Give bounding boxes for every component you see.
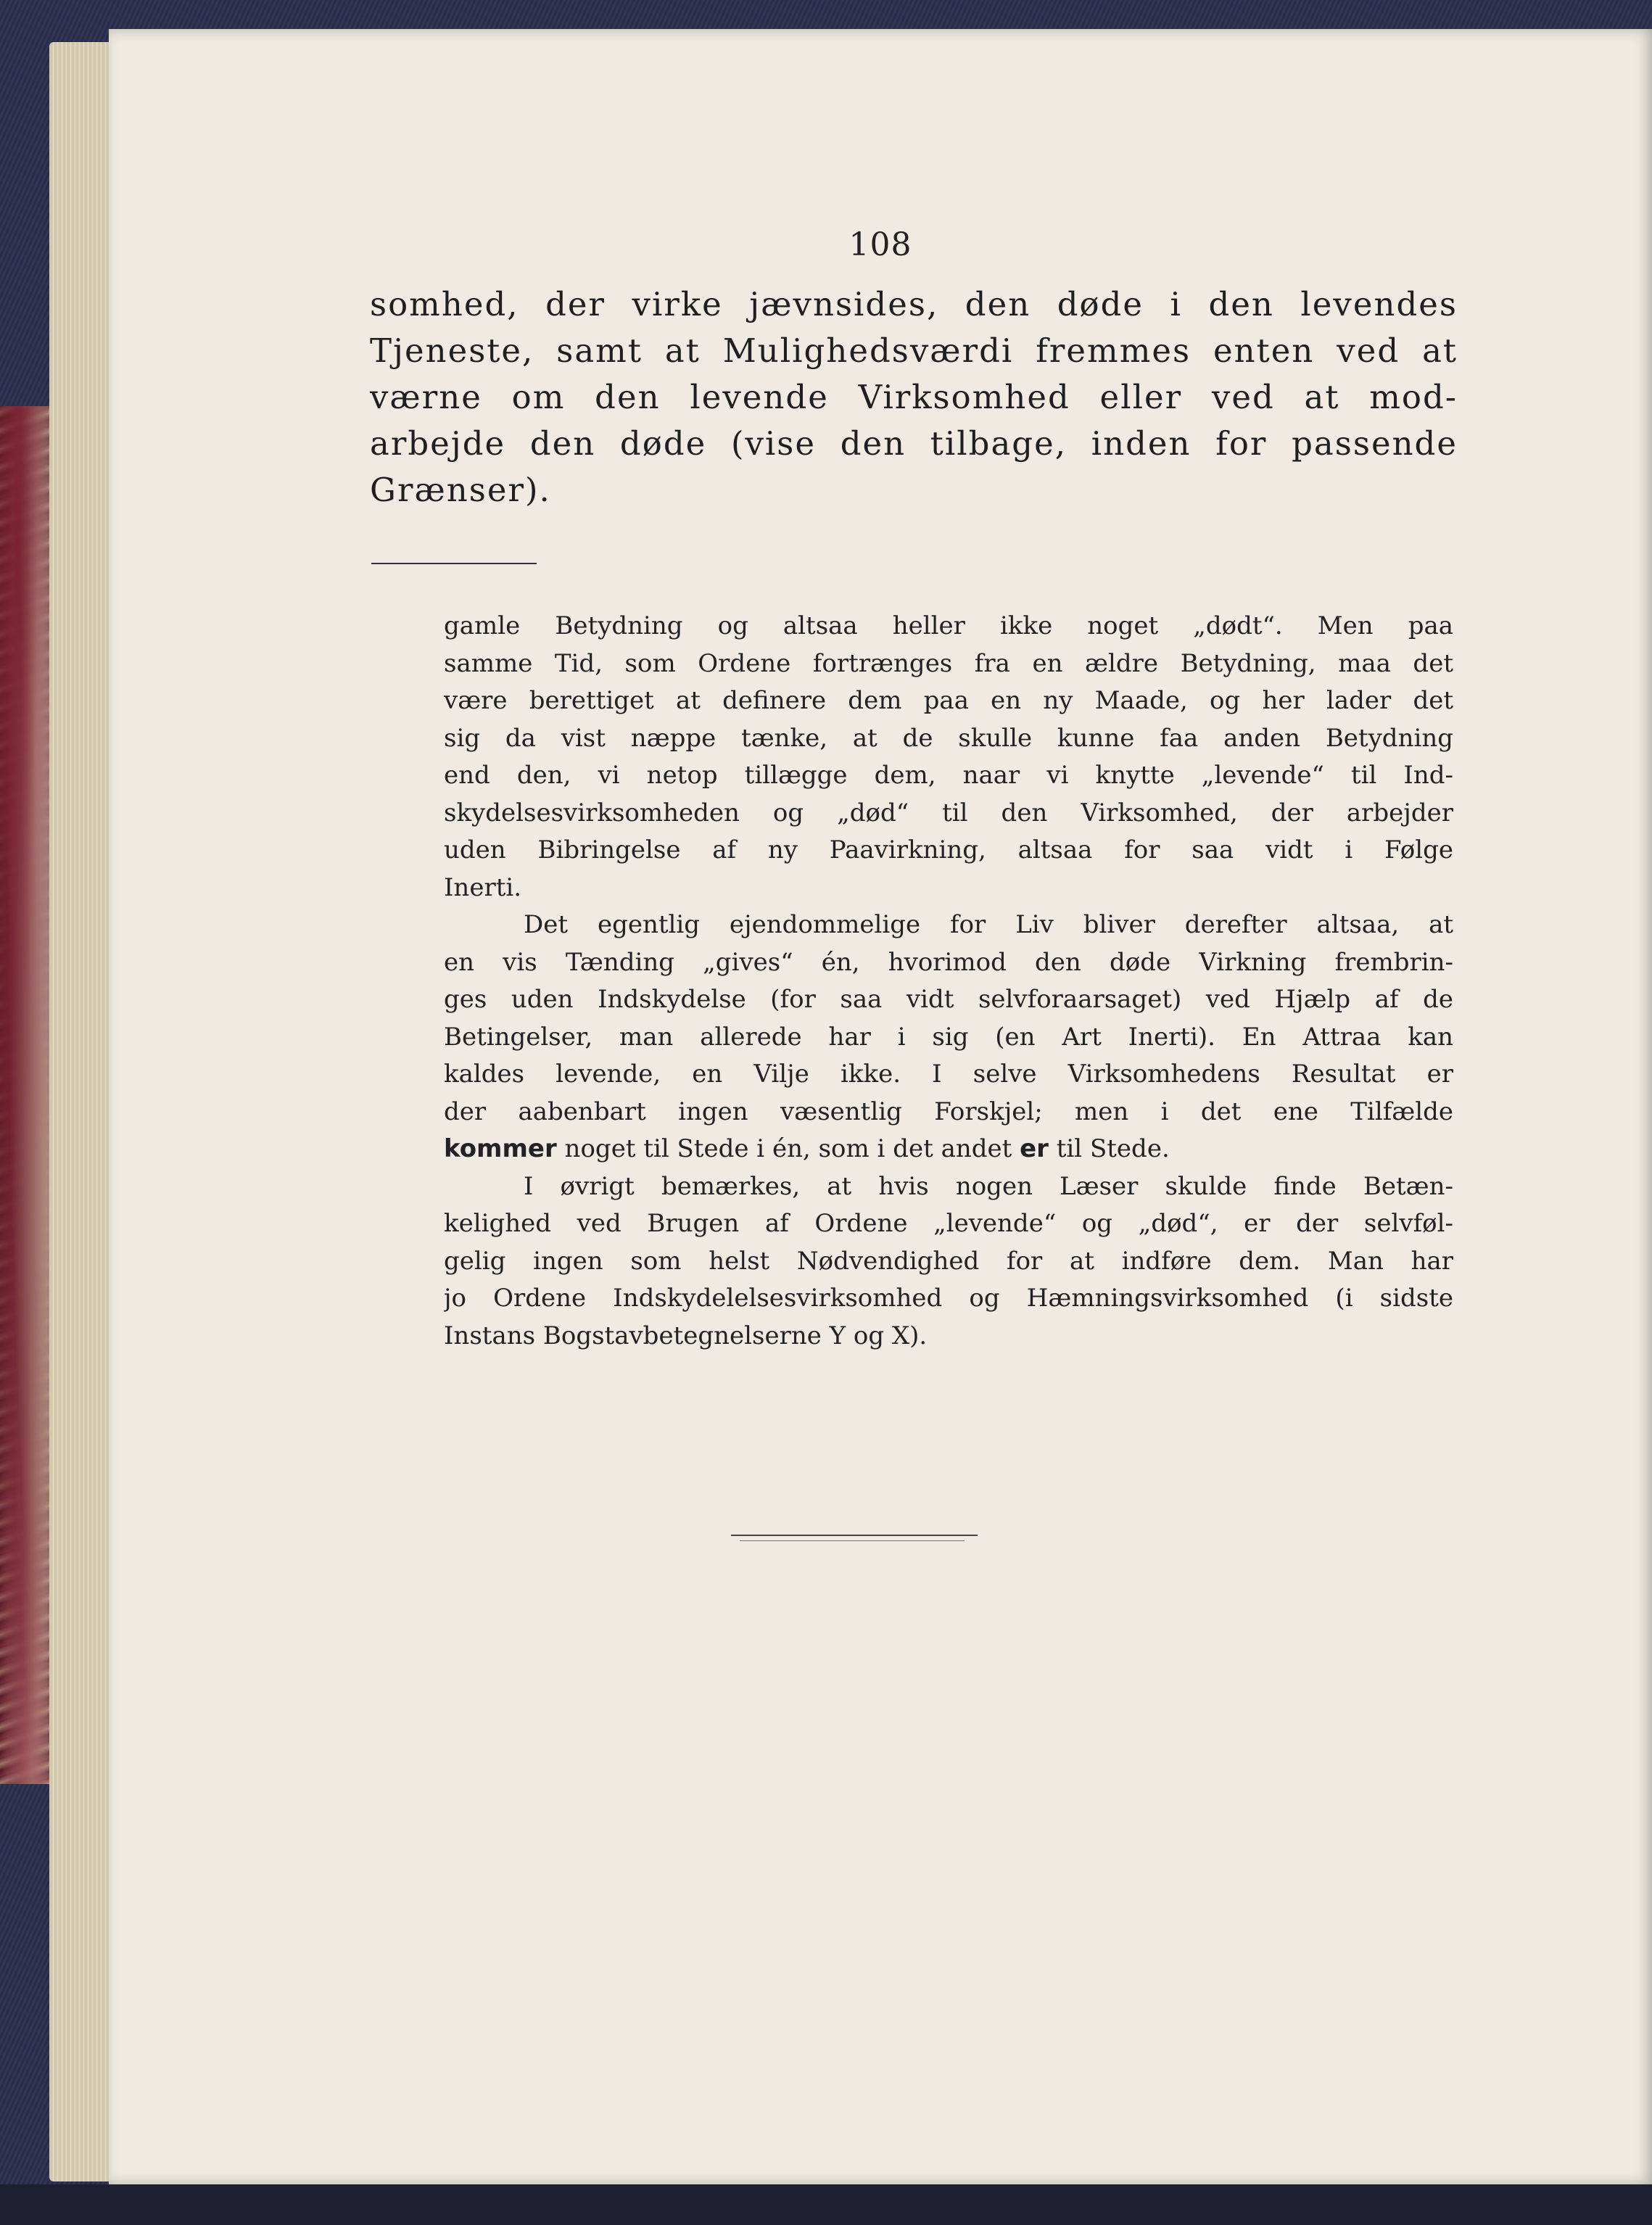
emphasis-er: er bbox=[1020, 1134, 1049, 1163]
footnote-line: en vis Tænding „gives“ én, hvorimod den døde Virkning frembrin- bbox=[444, 947, 1453, 977]
footnote-line-middle: noget til Stede i én, som i det andet bbox=[556, 1134, 1020, 1163]
main-text bbox=[370, 281, 1458, 513]
main-text-line: værne om den levende Virksomhed eller ved at mod- bbox=[370, 378, 1458, 416]
footnote-line: skydelsesvirksomheden og „død“ til den Virksomhed, der arbejder bbox=[444, 798, 1453, 827]
footnote-line: Det egentlig ejendommelige for Liv bliver derefter altsaa, at bbox=[524, 910, 1453, 939]
footnote-line: jo Ordene Indskydelelsesvirksomhed og Hæmningsvirksomhed (i sidste bbox=[444, 1284, 1453, 1313]
footnote-line-end: til Stede. bbox=[1048, 1134, 1170, 1163]
footnote-line: Inerti. bbox=[444, 872, 522, 902]
footnote bbox=[444, 608, 1453, 1355]
footnote-line: være berettiget at definere dem paa en ny Maade, og her lader det bbox=[444, 686, 1453, 715]
footnote-line: uden Bibringelse af ny Paavirkning, altsaa for saa vidt i Følge bbox=[444, 835, 1453, 864]
footnote-line: der aabenbart ingen væsentlig Forskjel; men i det ene Tilfælde bbox=[444, 1097, 1453, 1126]
cover-bottom-edge bbox=[0, 2184, 1652, 2225]
footnote-line bbox=[444, 1131, 1453, 1168]
footnote-line: ges uden Indskydelse (for saa vidt selvforaarsaget) ved Hjælp af de bbox=[444, 985, 1453, 1014]
footnote-separator bbox=[371, 563, 537, 564]
end-rule bbox=[731, 1535, 978, 1536]
footnote-line: samme Tid, som Ordene fortrænges fra en ældre Betydning, maa det bbox=[444, 648, 1453, 678]
end-rule-secondary bbox=[740, 1540, 965, 1541]
footnote-line: kaldes levende, en Vilje ikke. I selve Virksomhedens Resultat er bbox=[444, 1060, 1453, 1089]
footnote-line: I øvrigt bemærkes, at hvis nogen Læser skulde finde Betæn- bbox=[524, 1171, 1453, 1201]
footnote-line: Instans Bogstavbetegnelserne Y og X). bbox=[444, 1321, 928, 1350]
footnote-paragraph bbox=[444, 907, 1453, 1168]
emphasis-kommer: kommer bbox=[444, 1134, 557, 1163]
footnote-paragraph bbox=[444, 608, 1453, 907]
footnote-line: Betingelser, man allerede har i sig (en Art Inerti). En Attraa kan bbox=[444, 1022, 1453, 1052]
footnote-line: kelighed ved Brugen af Ordene „levende“ og „død“, er der selvføl- bbox=[444, 1209, 1453, 1238]
footnote-line: gamle Betydning og altsaa heller ikke noget „dødt“. Men paa bbox=[444, 611, 1453, 640]
footnote-line: gelig ingen som helst Nødvendighed for at indføre dem. Man har bbox=[444, 1246, 1453, 1276]
main-text-line: Tjeneste, samt at Mulighedsværdi fremmes enten ved at bbox=[370, 331, 1458, 370]
main-text-line: arbejde den døde (vise den tilbage, inden for passende bbox=[370, 424, 1458, 463]
main-text-line: Grænser). bbox=[370, 471, 551, 509]
footnote-line: end den, vi netop tillægge dem, naar vi knytte „levende“ til Ind- bbox=[444, 761, 1453, 790]
page-number: 108 bbox=[848, 226, 912, 263]
footnote-line: sig da vist næppe tænke, at de skulle kunne faa anden Betydning bbox=[444, 723, 1453, 753]
footnote-paragraph bbox=[444, 1168, 1453, 1355]
main-text-line: somhed, der virke jævnsides, den døde i den levendes bbox=[370, 285, 1458, 323]
